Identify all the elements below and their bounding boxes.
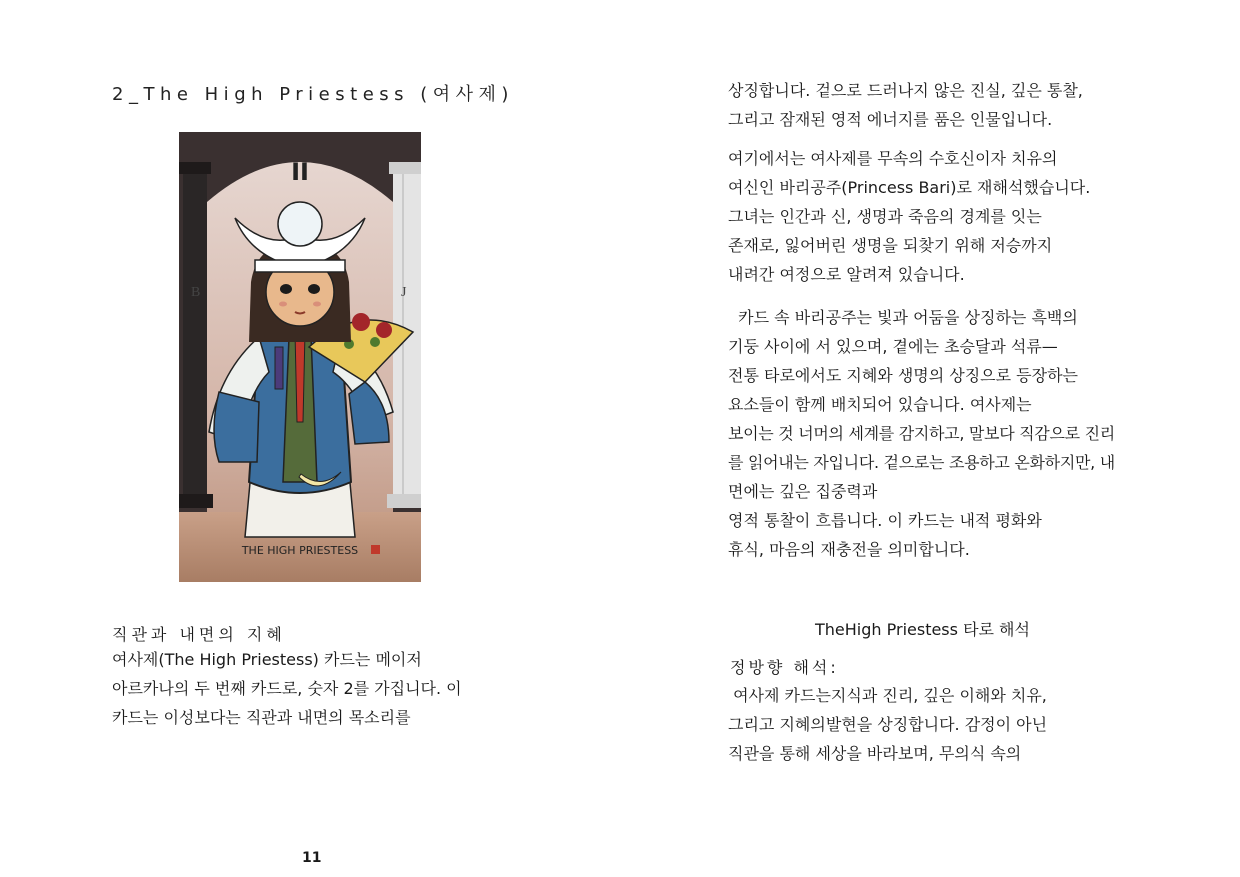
chapter-title: 2_The High Priestess (여사제) bbox=[112, 84, 514, 105]
right-page bbox=[620, 0, 1240, 877]
paragraph-3: 카드 속 바리공주는 빛과 어둠을 상징하는 흑백의 기둥 사이에 서 있으며, 곁에는 초승달과 석류— 전통 타로에서도 지혜와 생명의 상징으로 등장하는 요소들이 함께 배치되어 있습니다. 여사제는 보이는 것 너머의 세계를 감지하고, 말보다 직감으로 진리 를 읽어내는 자입니다. 겉으로는 조용하고 온화하지만, 내 면에는 깊은 집중력과 영적 통찰이 흐릅니다. 이 카드는 내적 평화와 휴식, 마음의 재충전을 의미합니다. bbox=[728, 308, 1115, 559]
pillar-left-letter: B bbox=[191, 285, 201, 300]
card-numeral: II bbox=[291, 158, 309, 186]
intro-paragraph: 여사제(The High Priestess) 카드는 메이저 아르카나의 두 번째 카드로, 숫자 2를 가집니다. 이 카드는 이성보다는 직관과 내면의 목소리를 bbox=[112, 650, 462, 727]
section-heading: 직관과 내면의 지혜 bbox=[112, 625, 286, 644]
card-caption: THE HIGH PRIESTESS bbox=[241, 544, 359, 557]
paragraph-2: 여기에서는 여사제를 무속의 수호신이자 치유의 여신인 바리공주(Princess Bari)로 재해석했습니다. 그녀는 인간과 신, 생명과 죽음의 경계를 잇는 존재로, 잃어버린 생명을 되찾기 위해 저승까지 내려간 여정으로 알려져 있습니다. bbox=[728, 149, 1091, 284]
seal-icon bbox=[371, 545, 380, 554]
card-artwork bbox=[179, 132, 421, 582]
paragraph-4: 여사제 카드는지식과 진리, 깊은 이해와 치유, 그리고 지혜의발현을 상징합니다. 감정이 아닌 직관을 통해 세상을 바라보며, 무의식 속의 bbox=[728, 686, 1048, 763]
upright-label: 정방향 해석: bbox=[730, 658, 839, 677]
tarot-card-illustration bbox=[179, 132, 421, 582]
pillar-right-letter: J bbox=[401, 285, 407, 300]
paragraph-1: 상징합니다. 겉으로 드러나지 않은 진실, 깊은 통찰, 그리고 잠재된 영적 에너지를 품은 인물입니다. bbox=[728, 81, 1083, 129]
page-number: 11 bbox=[302, 850, 322, 866]
interpretation-heading: TheHigh Priestess 타로 해석 bbox=[815, 620, 1030, 639]
